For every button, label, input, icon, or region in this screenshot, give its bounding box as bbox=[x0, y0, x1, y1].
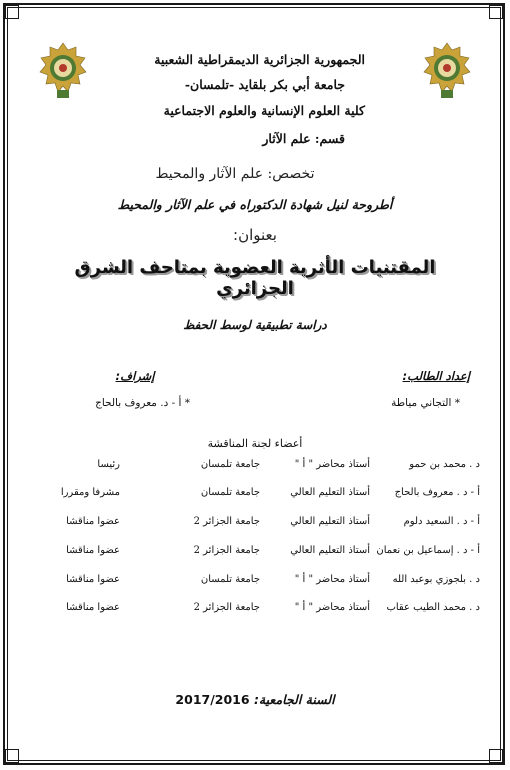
republic-name: الجمهورية الجزائرية الديمقراطية الشعبية bbox=[154, 52, 365, 67]
title-label: بعنوان: bbox=[233, 226, 277, 244]
subtitle: دراسة تطبيقية لوسط الحفظ bbox=[183, 318, 327, 332]
member-name: د . بلجوزي بوعبد الله bbox=[392, 574, 480, 585]
member-university: جامعة تلمسان bbox=[200, 459, 260, 470]
student-name: * التجاني مياطة bbox=[391, 397, 460, 409]
university-seal-icon bbox=[422, 42, 472, 100]
committee-row bbox=[30, 602, 480, 618]
member-name: د . محمد الطيب عقاب bbox=[386, 602, 480, 613]
member-role: عضوا مناقشا bbox=[66, 545, 120, 556]
member-name: أ - د . إسماعيل بن نعمان bbox=[376, 545, 480, 556]
committee-row bbox=[30, 516, 480, 532]
faculty-name: كلية العلوم الإنسانية والعلوم الاجتماعية bbox=[163, 103, 365, 118]
committee-row bbox=[30, 487, 480, 503]
member-role: مشرفا ومقررا bbox=[60, 487, 120, 498]
member-university: جامعة الجزائر 2 bbox=[193, 602, 260, 613]
university-seal-icon bbox=[38, 42, 88, 100]
member-role: رئيسا bbox=[97, 459, 120, 470]
member-rank: أستاذ محاضر " أ " bbox=[294, 574, 370, 585]
academic-year-value: 2017/2016 bbox=[175, 692, 250, 707]
supervisor-name: * أ - د. معروف بالحاج bbox=[95, 397, 190, 409]
supervisor-label: إشراف: bbox=[115, 369, 155, 383]
member-university: جامعة تلمسان bbox=[200, 574, 260, 585]
member-rank: أستاذ محاضر " أ " bbox=[294, 602, 370, 613]
member-rank: أستاذ التعليم العالي bbox=[290, 487, 370, 498]
member-role: عضوا مناقشا bbox=[66, 516, 120, 527]
member-role: عضوا مناقشا bbox=[66, 574, 120, 585]
student-label: إعداد الطالب: bbox=[402, 369, 470, 383]
academic-year bbox=[140, 692, 370, 707]
member-name: د . محمد بن حمو bbox=[409, 459, 480, 470]
committee-row bbox=[30, 545, 480, 561]
specialty: تخصص: علم الآثار والمحيط bbox=[155, 166, 315, 182]
member-role: عضوا مناقشا bbox=[66, 602, 120, 613]
committee-row bbox=[30, 574, 480, 590]
member-rank: أستاذ التعليم العالي bbox=[290, 516, 370, 527]
member-name: أ - د . السعيد دلوم bbox=[403, 516, 480, 527]
member-university: جامعة الجزائر 2 bbox=[193, 516, 260, 527]
main-title: المقتنيات الأثرية العضوية بمتاحف الشرق الجزائري bbox=[74, 257, 436, 299]
committee-row bbox=[30, 459, 480, 475]
member-rank: أستاذ التعليم العالي bbox=[290, 545, 370, 556]
page-border-inner bbox=[7, 7, 501, 761]
university-name: جامعة أبي بكر بلقايد -تلمسان- bbox=[184, 77, 345, 92]
committee-title: أعضاء لجنة المناقشة bbox=[207, 437, 303, 450]
member-university: جامعة تلمسان bbox=[200, 487, 260, 498]
department-name: قسم: علم الآثار bbox=[262, 131, 345, 146]
member-university: جامعة الجزائر 2 bbox=[193, 545, 260, 556]
academic-year-label: السنة الجامعية: bbox=[253, 692, 335, 707]
thesis-purpose: أطروحة لنيل شهادة الدكتوراه في علم الآثار والمحيط bbox=[117, 197, 393, 212]
member-name: أ - د . معروف بالحاج bbox=[394, 487, 480, 498]
member-rank: أستاذ محاضر " أ " bbox=[294, 459, 370, 470]
